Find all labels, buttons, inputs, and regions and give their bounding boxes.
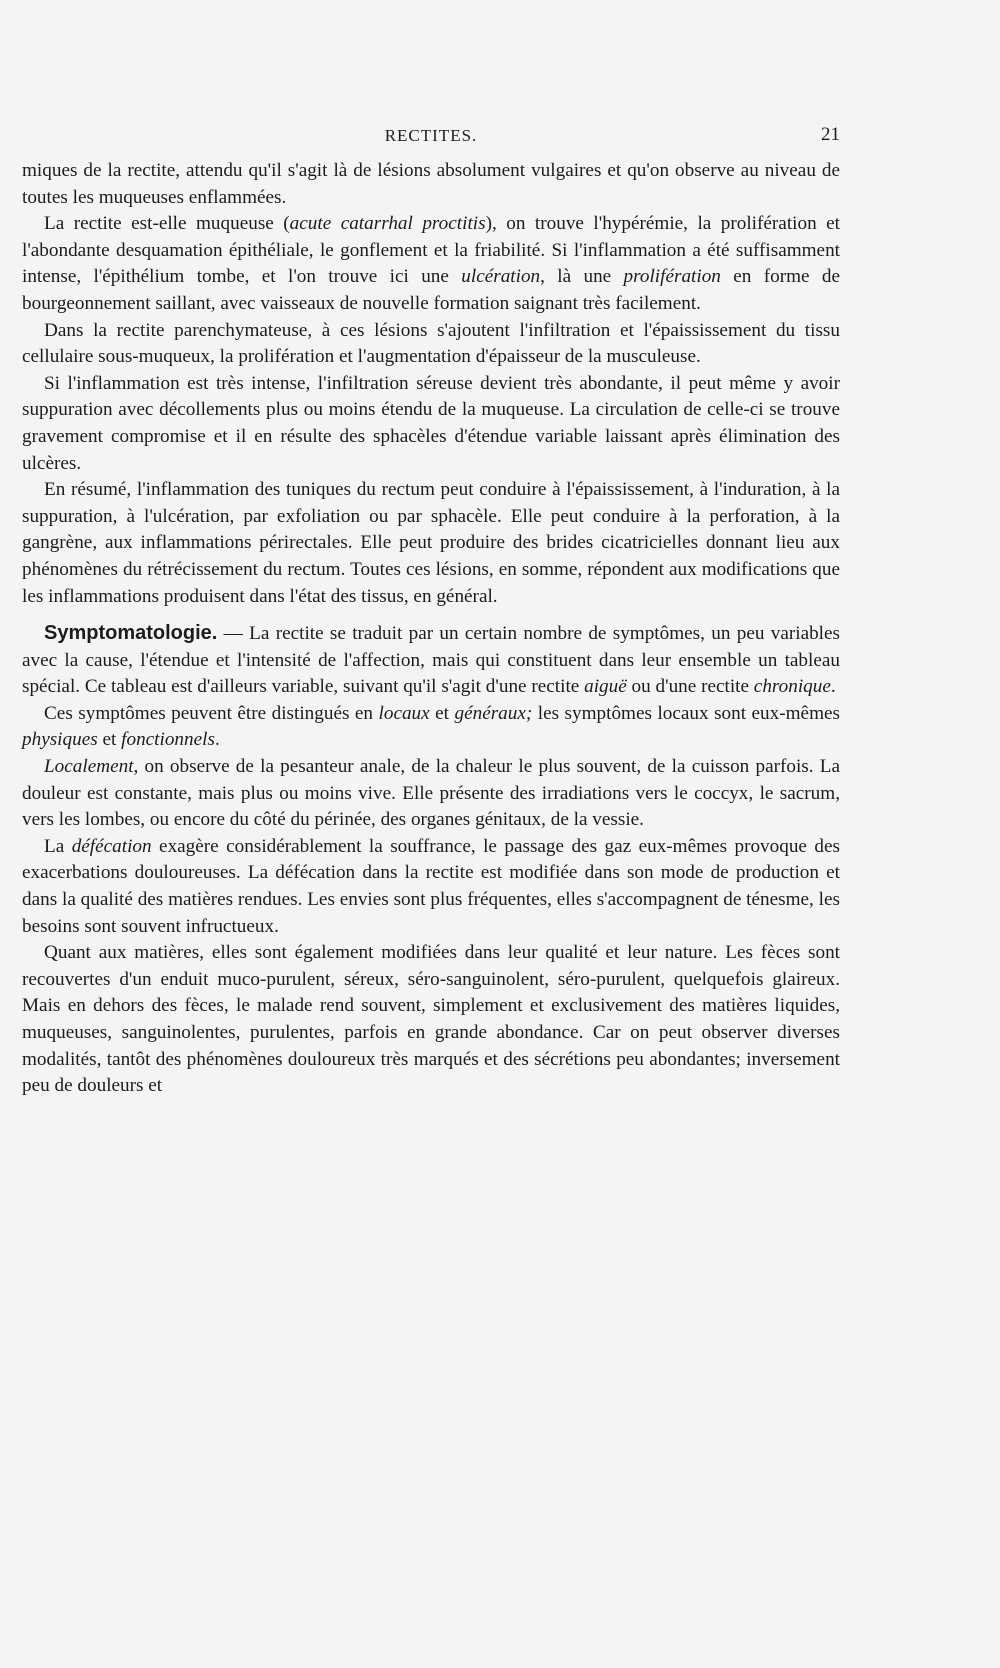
- p2-text-c: ), on trouve l'hypérémie, la prolifération et l'abondante desquamation épithéliale, le gonflement et la friabilité. Si l'inflammation a été suffisamment intense, l'épithélium tombe, et l'on trouve ici une: [22, 213, 840, 288]
- paragraph-3: [22, 318, 840, 371]
- paragraph-4: [22, 371, 840, 477]
- paragraph-5: [22, 477, 840, 610]
- paragraph-8: [22, 754, 840, 834]
- p7-text-e: les symptômes locaux sont eux-mêmes: [532, 702, 840, 724]
- page-number: 21: [821, 124, 840, 145]
- paragraph-3-text: Dans la rectite parenchymateuse, à ces lésions s'ajoutent l'infiltration et l'épaississement du tissu cellulaire sous-muqueux, la prolifération et l'augmentation d'épaisseur de la musculeuse.: [22, 319, 840, 368]
- paragraph-2: [22, 211, 840, 317]
- p2-italic-term: acute catarrhal proctitis: [289, 213, 486, 235]
- p6-text-e: .: [830, 676, 836, 698]
- paragraph-4-text: Si l'inflammation est très intense, l'infiltration séreuse devient très abondante, il peut même y avoir suppuration avec décollements plus ou moins étendu de la muqueuse. La circulation de celle-ci se trouve gravement compromise et il en résulte des sphacèles d'étendue variable laissant après élimination des ulcères.: [22, 372, 840, 474]
- p6-text-c: ou d'une rectite: [626, 676, 754, 698]
- paragraph-6: [22, 620, 840, 701]
- p2-italic-proliferation: prolifération: [623, 266, 721, 288]
- p7-text-i: .: [214, 729, 220, 751]
- p9-italic-defecation: défécation: [71, 835, 152, 857]
- paragraph-1-text: miques de la rectite, attendu qu'il s'agit là de lésions absolument vulgaires et qu'on observe au niveau de toutes les muqueuses enflammées.: [22, 160, 840, 208]
- paragraph-10-text: Quant aux matières, elles sont également modifiées dans leur qualité et leur nature. Les fèces sont recouvertes d'un enduit muco-purulent, séreux, séro-sanguinolent, séro-purulent, quelquefois glaireux. Mais en dehors des fèces, le malade rend souvent, simplement et exclusivement des matières liquides, muqueuses, sanguinolentes, purulentes, parfois en grande abondance. Car on peut observer diverses modalités, tantôt des phénomènes douloureux très marqués et des sécrétions peu abondantes; inversement peu de douleurs et: [22, 942, 840, 1097]
- paragraph-1: [22, 158, 840, 211]
- p7-italic-fonctionnels: fonctionnels: [121, 729, 215, 751]
- p2-text-a: La rectite est-elle muqueuse (: [44, 213, 290, 235]
- p7-text-g: et: [97, 729, 122, 751]
- p9-text-c: exagère considérablement la souffrance, le passage des gaz eux-mêmes provoque des exacerbations douloureuses. La défécation dans la rectite est modifiée dans son mode de production et dans la qualité des matières rendues. Les envies sont plus fréquentes, elles s'accompagnent de ténesme, les besoins sont souvent infructueux.: [22, 835, 840, 937]
- p6-italic-aigue: aiguë: [584, 676, 627, 698]
- p7-italic-physiques: physiques: [22, 729, 98, 751]
- page-header: [22, 122, 840, 150]
- running-head: RECTITES.: [384, 126, 478, 145]
- p9-text-a: La: [44, 835, 72, 857]
- p2-italic-ulceration: ulcération: [461, 266, 541, 288]
- paragraph-5-text: En résumé, l'inflammation des tuniques du rectum peut conduire à l'épaississement, à l'induration, à la suppuration, à l'ulcération, par exfoliation ou par sphacèle. Elle peut conduire à la perforation, à la gangrène, aux inflammations périrectales. Elle peut produire des brides cicatricielles donnant lieu aux phénomènes du rétrécissement du rectum. Toutes ces lésions, en somme, répondent aux modifications que les inflammations produisent dans l'état des tissus, en général.: [22, 479, 840, 607]
- section-heading: Symptomatologie.: [44, 622, 218, 645]
- p7-text-c: et: [429, 702, 455, 724]
- paragraph-7: [22, 701, 840, 754]
- p6-text-a: — La rectite se traduit par un certain nombre de symptômes, un peu variables avec la cause, l'étendue et l'intensité de l'affection, mais qui constituent dans leur ensemble un tableau spécial. Ce tableau est d'ailleurs variable, suivant qu'il s'agit d'une rectite: [22, 623, 840, 698]
- p2-text-e: , là une: [540, 266, 624, 288]
- paragraph-9: [22, 834, 840, 940]
- p8-text-b: , on observe de la pesanteur anale, de la chaleur le plus souvent, de la cuisson parfois. La douleur est constante, mais plus ou moins vive. Elle présente des irradiations vers le coccyx, le sacrum, vers les lombes, ou encore du côté du périnée, des organes génitaux, de la vessie.: [22, 756, 840, 831]
- p7-italic-locaux: locaux: [378, 702, 430, 724]
- p2-text-g: en forme de bourgeonnement saillant, avec vaisseaux de nouvelle formation saignant très facilement.: [22, 266, 840, 314]
- p7-text-a: Ces symptômes peuvent être distingués en: [44, 702, 379, 724]
- body-text: [22, 158, 840, 1100]
- p6-italic-chronique: chronique: [753, 676, 831, 698]
- p8-italic-localement: Localement: [44, 756, 134, 778]
- p7-italic-generaux: généraux;: [454, 702, 533, 724]
- paragraph-10: [22, 940, 840, 1100]
